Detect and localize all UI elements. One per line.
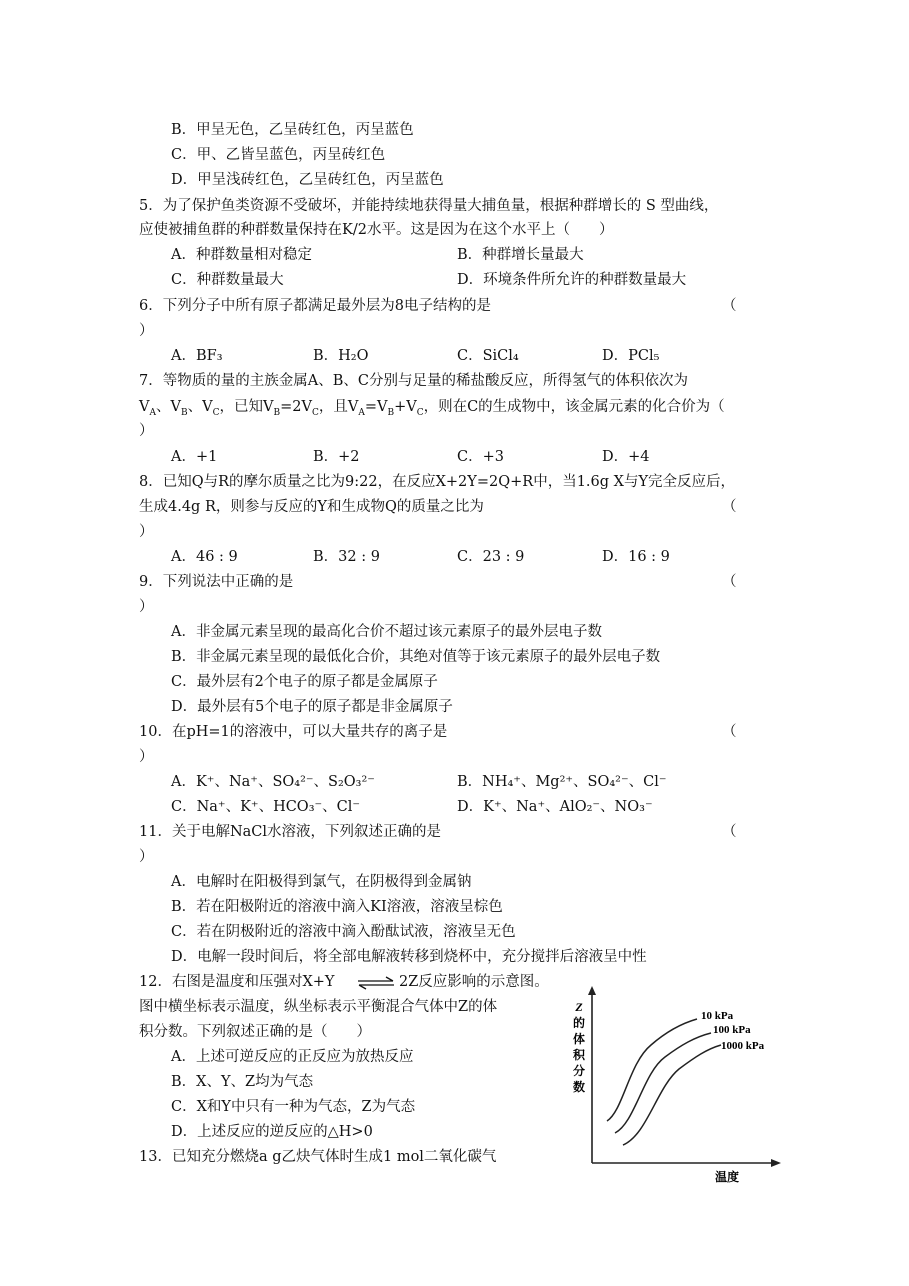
xlabel: 温度 bbox=[715, 1170, 740, 1183]
q7-option-d: D．+4 bbox=[602, 449, 650, 465]
q6-option-c: C．SiCl₄ bbox=[457, 348, 519, 364]
q10-option-a: A．K⁺、Na⁺、SO₄²⁻、S₂O₃²⁻ bbox=[171, 774, 375, 790]
q11-paren-open: （ bbox=[722, 824, 737, 840]
q12-option-c: C．X和Y中只有一种为气态，Z为气态 bbox=[171, 1099, 416, 1115]
q8-option-c: C．23 : 9 bbox=[457, 549, 525, 565]
q12-option-d: D．上述反应的逆反应的△H>0 bbox=[171, 1124, 373, 1140]
q5-stem-line1: 5．为了保护鱼类资源不受破坏，并能持续地获得量大捕鱼量，根据种群增长的 S 型曲线， bbox=[139, 198, 719, 214]
q7-stem-line1: 7．等物质的量的主族金属A、B、C分别与足量的稀盐酸反应，所得氢气的体积依次为 bbox=[139, 373, 688, 389]
q8-stem-line1: 8．已知Q与R的摩尔质量之比为9:22，在反应X+2Y=2Q+R中，当1.6g X与Y完全反应后， bbox=[139, 474, 736, 490]
q10-stem: 10．在pH=1的溶液中，可以大量共存的离子是 bbox=[139, 724, 448, 740]
curve-1000kpa bbox=[623, 1045, 721, 1145]
ylabel-char-3: 积 bbox=[572, 1048, 586, 1062]
q5-option-a: A．种群数量相对稳定 bbox=[171, 247, 312, 263]
q9-stem: 9．下列说法中正确的是 bbox=[139, 574, 294, 590]
q7-option-c: C．+3 bbox=[457, 449, 504, 465]
q9-option-c: C．最外层有2个电子的原子都是金属原子 bbox=[171, 674, 438, 690]
q5-option-b: B．种群增长量最大 bbox=[457, 247, 584, 263]
curve-10kpa bbox=[607, 1019, 697, 1121]
q9-option-d: D．最外层有5个电子的原子都是非金属原子 bbox=[171, 699, 453, 715]
ylabel-char-4: 分 bbox=[572, 1064, 586, 1078]
q12-stem-line2: 图中横坐标表示温度，纵坐标表示平衡混合气体中Z的体 bbox=[139, 999, 498, 1015]
curve-label-1000kpa: 1000 kPa bbox=[721, 1040, 765, 1052]
q12-stem-line1b: 2Z反应影响的示意图。 bbox=[399, 974, 549, 990]
ylabel-char-1: 的 bbox=[572, 1016, 586, 1030]
q10-paren-open: （ bbox=[722, 724, 737, 740]
q10-option-d: D．K⁺、Na⁺、AlO₂⁻、NO₃⁻ bbox=[457, 799, 653, 815]
q6-option-d: D．PCl₅ bbox=[602, 348, 660, 364]
q10-paren-close: ） bbox=[139, 749, 154, 765]
q11-option-b: B．若在阳极附近的溶液中滴入KI溶液，溶液呈棕色 bbox=[171, 899, 503, 915]
ylabel-char-0: Z bbox=[575, 1000, 583, 1014]
ylabel-char-2: 体 bbox=[572, 1032, 586, 1046]
q7-option-a: A．+1 bbox=[171, 449, 218, 465]
z-fraction-temperature-figure bbox=[555, 983, 790, 1183]
q6-paren-open: （ bbox=[722, 298, 737, 314]
curve-label-10kpa: 10 kPa bbox=[701, 1010, 734, 1022]
q4-option-d: D．甲呈浅砖红色，乙呈砖红色，丙呈蓝色 bbox=[171, 172, 444, 188]
x-axis-arrow-icon bbox=[771, 1159, 781, 1167]
q5-option-c: C．种群数量最大 bbox=[171, 272, 284, 288]
q10-option-b: B．NH₄⁺、Mg²⁺、SO₄²⁻、Cl⁻ bbox=[457, 774, 667, 790]
q8-option-b: B．32 : 9 bbox=[313, 549, 380, 565]
q9-option-a: A．非金属元素呈现的最高化合价不超过该元素原子的最外层电子数 bbox=[171, 624, 602, 640]
q8-option-a: A．46 : 9 bbox=[171, 549, 238, 565]
q9-paren-open: （ bbox=[722, 574, 737, 590]
q11-option-c: C．若在阴极附近的溶液中滴入酚酞试液，溶液呈无色 bbox=[171, 924, 516, 940]
q4-option-b: B．甲呈无色，乙呈砖红色，丙呈蓝色 bbox=[171, 122, 414, 138]
q7-option-b: B．+2 bbox=[313, 449, 360, 465]
q5-option-d: D．环境条件所允许的种群数量最大 bbox=[457, 272, 687, 288]
curve-100kpa bbox=[615, 1033, 711, 1133]
q6-option-b: B．H₂O bbox=[313, 348, 369, 364]
q7-stem-line2: $V_A$、$V_B$、$V_C$，已知$V_B=2V_C$，且$V_A=V_B+V_C$，则在C的生成物中，该金属元素的化合价为（ bbox=[139, 399, 725, 418]
y-axis-arrow-icon bbox=[588, 986, 596, 995]
q7-paren-close: ） bbox=[139, 423, 154, 439]
q4-option-c: C．甲、乙皆呈蓝色，丙呈砖红色 bbox=[171, 147, 386, 163]
q6-option-a: A．BF₃ bbox=[171, 348, 223, 364]
q13-stem: 13．已知充分燃烧a g乙炔气体时生成1 mol二氧化碳气 bbox=[139, 1149, 497, 1165]
q8-stem-line2: 生成4.4g R，则参与反应的Y和生成物Q的质量之比为 bbox=[139, 499, 484, 515]
q9-paren-close: ） bbox=[139, 599, 154, 615]
q11-option-d: D．电解一段时间后，将全部电解液转移到烧杯中，充分搅拌后溶液呈中性 bbox=[171, 949, 647, 965]
q5-stem-line2: 应使被捕鱼群的种群数量保持在K/2水平。这是因为在这个水平上（ ） bbox=[139, 222, 614, 238]
ylabel-char-5: 数 bbox=[572, 1080, 586, 1094]
q9-option-b: B．非金属元素呈现的最低化合价，其绝对值等于该元素原子的最外层电子数 bbox=[171, 649, 661, 665]
q6-paren-close: ） bbox=[139, 323, 154, 339]
q8-paren-close: ） bbox=[139, 524, 154, 540]
q12-stem-line3: 积分数。下列叙述正确的是（ ） bbox=[139, 1024, 371, 1040]
q11-option-a: A．电解时在阳极得到氯气，在阴极得到金属钠 bbox=[171, 874, 472, 890]
q12-option-a: A．上述可逆反应的正反应为放热反应 bbox=[171, 1049, 414, 1065]
q11-stem: 11．关于电解NaCl水溶液，下列叙述正确的是 bbox=[139, 824, 442, 840]
q12-option-b: B．X、Y、Z均为气态 bbox=[171, 1074, 314, 1090]
q8-option-d: D．16 : 9 bbox=[602, 549, 670, 565]
q6-stem: 6．下列分子中所有原子都满足最外层为8电子结构的是 bbox=[139, 298, 491, 314]
curve-label-100kpa: 100 kPa bbox=[713, 1024, 751, 1036]
q12-stem-line1a: 12．右图是温度和压强对X+Y bbox=[139, 974, 335, 990]
q10-option-c: C．Na⁺、K⁺、HCO₃⁻、Cl⁻ bbox=[171, 799, 361, 815]
q8-paren-open: （ bbox=[722, 499, 737, 515]
q11-paren-close: ） bbox=[139, 849, 154, 865]
equilibrium-arrow-icon bbox=[356, 976, 396, 990]
